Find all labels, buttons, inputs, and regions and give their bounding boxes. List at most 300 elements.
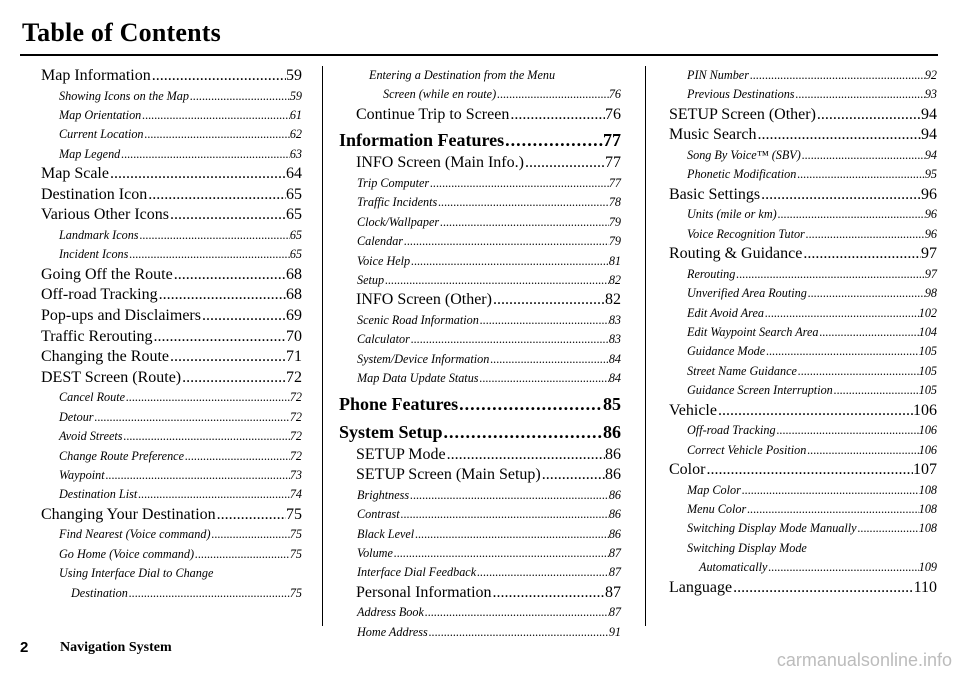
toc-entry-title: INFO Screen (Main Info.) <box>356 154 524 172</box>
toc-entry-page: 108 <box>918 521 937 536</box>
toc-entry[interactable] <box>669 165 937 184</box>
toc-entry[interactable] <box>41 245 302 264</box>
toc-entry-page: 64 <box>286 165 302 183</box>
dot-leader <box>437 193 609 212</box>
toc-entry[interactable] <box>339 330 621 349</box>
toc-entry[interactable] <box>339 311 621 330</box>
toc-entry-title: Previous Destinations <box>687 87 795 102</box>
toc-entry-title: Map Information <box>41 67 151 84</box>
toc-entry-title: Guidance Screen Interruption <box>687 383 833 398</box>
dot-leader <box>746 500 918 519</box>
toc-entry-title: Song By Voice™ (SBV) <box>687 148 801 162</box>
toc-entry-title: Incident Icons <box>59 247 129 262</box>
toc-entry-page: 77 <box>608 176 621 190</box>
toc-entry[interactable] <box>669 304 937 323</box>
toc-entry[interactable] <box>339 465 621 486</box>
dot-leader <box>393 544 609 563</box>
dot-leader <box>94 408 290 427</box>
toc-entry-page: 84 <box>608 351 621 366</box>
toc-entry-page: 86 <box>605 445 621 463</box>
dot-leader <box>524 153 605 174</box>
toc-entry-page: 97 <box>921 245 937 263</box>
toc-entry-title: Showing Icons on the Map <box>59 88 189 103</box>
toc-entry[interactable] <box>41 265 302 286</box>
toc-entry[interactable] <box>339 563 621 582</box>
toc-column-1 <box>41 66 302 626</box>
toc-column-2 <box>339 66 621 639</box>
toc-entry[interactable] <box>669 105 937 126</box>
toc-entry-title: Changing Your Destination <box>41 505 216 523</box>
toc-entry-title: SETUP Mode <box>356 445 446 463</box>
toc-entry-title: DEST Screen (Route) <box>41 368 182 386</box>
dot-leader <box>796 165 924 184</box>
toc-entry-page: 82 <box>605 291 621 309</box>
toc-entry-page: 65 <box>286 206 302 224</box>
toc-entry-page: 108 <box>918 482 937 497</box>
toc-entry-title: Destination Icon <box>41 185 148 203</box>
toc-entry[interactable] <box>339 350 621 369</box>
toc-entry[interactable] <box>669 85 937 104</box>
toc-entry-title: Find Nearest (Voice command) <box>59 527 211 542</box>
dot-leader <box>428 623 609 642</box>
watermark: carmanualsonline.info <box>776 650 952 670</box>
dot-leader <box>717 401 913 422</box>
toc-entry-page: 85 <box>603 393 621 414</box>
toc-entry-page: 73 <box>289 468 302 482</box>
toc-entry-page: 87 <box>608 565 621 580</box>
dot-leader <box>400 505 609 524</box>
toc-entry-page: 102 <box>918 305 937 320</box>
toc-entry-title: Unverified Area Routing <box>687 286 807 301</box>
toc-entry-title: Rerouting <box>687 266 736 281</box>
toc-entry-title: Color <box>669 461 706 479</box>
dot-leader <box>169 205 286 226</box>
toc-entry[interactable] <box>339 213 621 232</box>
toc-entry-title: Traffic Incidents <box>357 195 438 210</box>
toc-entry-page: 98 <box>924 286 937 301</box>
dot-leader <box>147 185 286 206</box>
toc-entry-title: Menu Color <box>687 502 747 517</box>
toc-entry-page: 104 <box>918 325 937 340</box>
toc-entry-title: SETUP Screen (Other) <box>669 105 816 123</box>
toc-entry-page: 109 <box>918 560 937 575</box>
toc-entry-title: Map Color <box>687 482 741 497</box>
toc-entry[interactable] <box>339 603 621 622</box>
toc-entry[interactable] <box>339 583 621 604</box>
toc-entry[interactable] <box>41 164 302 185</box>
toc-entry-title: Map Orientation <box>59 108 142 122</box>
toc-entry-title: Vehicle <box>669 401 717 419</box>
toc-entry-title: Current Location <box>59 127 144 142</box>
toc-entry-page: 94 <box>924 148 937 162</box>
toc-entry-page: 92 <box>924 68 937 82</box>
toc-entry-title: Map Legend <box>59 146 121 161</box>
dot-leader <box>816 105 921 126</box>
toc-entry[interactable] <box>669 323 937 342</box>
toc-entry[interactable] <box>669 205 937 224</box>
dot-leader <box>764 304 919 323</box>
toc-entry-title: Language <box>669 578 733 596</box>
toc-entry-title: Change Route Preference <box>59 448 184 463</box>
toc-entry[interactable] <box>669 500 937 519</box>
dot-leader <box>144 125 290 144</box>
dot-leader <box>741 481 919 500</box>
toc-entry-title: Basic Settings <box>669 185 761 203</box>
toc-entry[interactable] <box>669 185 937 206</box>
dot-leader <box>201 306 286 327</box>
toc-entry-page: 108 <box>918 502 937 517</box>
dot-leader <box>424 603 609 622</box>
dot-leader <box>801 146 925 165</box>
toc-entry-page: 87 <box>608 605 621 620</box>
toc-entry[interactable] <box>339 252 621 271</box>
dot-leader <box>169 347 286 368</box>
dot-leader <box>120 145 290 164</box>
dot-leader <box>410 252 609 271</box>
toc-entry-page: 105 <box>918 383 937 398</box>
toc-entry-title: Scenic Road Information <box>357 313 479 328</box>
toc-entry-title: PIN Number <box>687 68 749 82</box>
dot-leader <box>492 290 605 311</box>
toc-entry-title: Pop-ups and Disclaimers <box>41 307 201 324</box>
toc-section-entry[interactable] <box>339 125 621 153</box>
toc-entry-page: 71 <box>286 348 302 366</box>
toc-entry[interactable] <box>41 145 302 164</box>
toc-entry-title: Street Name Guidance <box>687 363 797 378</box>
toc-entry-title: Cancel Route <box>59 390 125 405</box>
toc-entry-title: Continue Trip to Screen <box>356 105 510 123</box>
toc-entry[interactable] <box>41 505 302 526</box>
toc-entry-page: 68 <box>286 265 302 283</box>
toc-entry-page: 84 <box>608 371 621 386</box>
toc-entry-page: 72 <box>289 409 302 424</box>
toc-entry-title: Units (mile or km) <box>687 207 777 222</box>
toc-section-entry[interactable] <box>339 389 621 417</box>
dot-leader <box>105 466 290 485</box>
dot-leader <box>805 225 925 244</box>
toc-entry[interactable] <box>339 105 621 126</box>
toc-entry[interactable] <box>669 519 937 538</box>
toc-entry-page: 65 <box>289 228 302 242</box>
dot-leader <box>496 85 609 104</box>
toc-entry-page: 61 <box>289 108 302 122</box>
toc-entry-title: Music Search <box>669 126 757 144</box>
toc-entry-title: INFO Screen (Other) <box>356 291 492 309</box>
toc-entry-title: Entering a Destination from the Menu <box>369 68 556 82</box>
toc-entry-title: Destination <box>71 585 128 600</box>
toc-entry[interactable] <box>669 539 937 558</box>
toc-entry-page: 95 <box>924 167 937 182</box>
toc-entry-page: 86 <box>608 526 621 541</box>
toc-entry[interactable] <box>339 369 621 388</box>
toc-entry[interactable] <box>41 106 302 125</box>
toc-entry-page: 91 <box>608 624 621 639</box>
toc-entry-page: 77 <box>603 130 621 151</box>
toc-entry[interactable] <box>41 125 302 144</box>
toc-entry[interactable] <box>669 146 937 165</box>
toc-entry[interactable] <box>669 342 937 361</box>
toc-entry-page: 79 <box>608 234 621 249</box>
dot-leader <box>414 525 609 544</box>
dot-leader <box>184 447 290 466</box>
toc-entry-page: 86 <box>608 507 621 522</box>
toc-entry[interactable] <box>41 485 302 504</box>
toc-entry-title: Going Off the Route <box>41 265 173 283</box>
dot-leader <box>509 105 605 126</box>
toc-entry[interactable] <box>669 441 937 460</box>
toc-entry[interactable] <box>41 427 302 446</box>
toc-entry-page: 94 <box>921 126 937 144</box>
dot-leader <box>446 445 605 466</box>
toc-entry[interactable] <box>339 505 621 524</box>
toc-entry-title: Landmark Icons <box>59 228 139 242</box>
toc-entry-title: Map Scale <box>41 165 109 183</box>
dot-leader <box>479 369 609 388</box>
toc-entry[interactable] <box>669 284 937 303</box>
toc-entry-page: 75 <box>289 527 302 542</box>
toc-entry-page: 78 <box>608 195 621 210</box>
toc-entry[interactable] <box>339 525 621 544</box>
toc-entry[interactable] <box>339 66 621 85</box>
dot-leader <box>123 427 290 446</box>
toc-entry-page: 75 <box>289 546 302 561</box>
toc-entry-page: 93 <box>924 87 937 102</box>
page-title: Table of Contents <box>22 18 221 47</box>
toc-entry-title: Map Data Update Status <box>357 371 479 386</box>
toc-entry[interactable] <box>41 408 302 427</box>
toc-entry-page: 76 <box>605 105 621 123</box>
toc-entry-page: 86 <box>603 421 621 442</box>
toc-entry[interactable] <box>41 545 302 564</box>
dot-leader <box>795 85 925 104</box>
dot-leader <box>806 441 918 460</box>
dot-leader <box>158 285 286 306</box>
toc-entry[interactable] <box>41 185 302 206</box>
toc-entry-page: 59 <box>286 67 302 84</box>
toc-entry-title: Avoid Streets <box>59 429 123 444</box>
toc-entry[interactable] <box>339 544 621 563</box>
toc-entry-title: Volume <box>357 546 393 561</box>
toc-entry-page: 75 <box>286 505 302 523</box>
toc-entry-page: 72 <box>286 368 302 386</box>
toc-entry-page: 68 <box>286 286 302 304</box>
toc-entry[interactable] <box>669 558 937 577</box>
dot-leader <box>757 125 921 146</box>
toc-entry[interactable] <box>339 290 621 311</box>
toc-entry[interactable] <box>669 578 937 599</box>
dot-leader <box>194 545 290 564</box>
toc-entry[interactable] <box>41 347 302 368</box>
toc-column-3 <box>669 66 937 626</box>
toc-entry[interactable] <box>339 174 621 193</box>
dot-leader <box>189 87 290 106</box>
toc-entry-title: Voice Recognition Tutor <box>687 226 805 241</box>
toc-entry[interactable] <box>339 486 621 505</box>
toc-entry[interactable] <box>669 265 937 284</box>
toc-entry-title: Automatically <box>699 560 768 575</box>
toc-entry-page: 72 <box>289 429 302 444</box>
dot-leader <box>153 327 286 348</box>
dot-leader <box>807 284 925 303</box>
toc-entry[interactable] <box>339 193 621 212</box>
toc-entry[interactable] <box>41 564 302 583</box>
toc-entry-page: 87 <box>608 546 621 561</box>
toc-entry-page: 107 <box>913 461 937 479</box>
toc-section-entry[interactable] <box>339 417 621 445</box>
column-divider <box>645 66 646 626</box>
dot-leader <box>141 106 290 125</box>
toc-entry-page: 65 <box>286 185 302 203</box>
dot-leader <box>151 66 286 87</box>
toc-entry[interactable] <box>669 460 937 481</box>
toc-entry[interactable] <box>669 421 937 440</box>
dot-leader <box>492 583 605 604</box>
toc-entry[interactable] <box>669 481 937 500</box>
toc-entry[interactable] <box>339 153 621 174</box>
dot-leader <box>476 563 609 582</box>
toc-entry-title: Off-road Tracking <box>687 423 776 438</box>
toc-entry-page: 94 <box>921 105 937 123</box>
toc-entry[interactable] <box>41 584 302 603</box>
dot-leader <box>216 505 286 526</box>
toc-entry-title: Personal Information <box>356 583 492 601</box>
dot-leader <box>128 245 289 264</box>
toc-entry-page: 63 <box>289 146 302 161</box>
toc-entry[interactable] <box>41 205 302 226</box>
toc-entry-page: 76 <box>608 87 621 102</box>
toc-entry-page: 96 <box>921 185 937 203</box>
toc-entry-page: 105 <box>918 344 937 359</box>
toc-entry-title: Information Features <box>339 130 505 151</box>
toc-entry-title: Setup <box>357 273 385 288</box>
dot-leader <box>128 584 290 603</box>
dot-leader <box>777 205 925 224</box>
dot-leader <box>749 66 925 85</box>
toc-entry[interactable] <box>41 525 302 544</box>
dot-leader <box>109 164 286 185</box>
toc-entry-page: 72 <box>289 448 302 463</box>
title-rule <box>20 54 938 56</box>
toc-entry-title: Waypoint <box>59 468 105 482</box>
toc-entry-title: Edit Waypoint Search Area <box>687 325 819 340</box>
toc-entry[interactable] <box>41 368 302 389</box>
toc-entry-page: 70 <box>286 327 302 345</box>
dot-leader <box>735 265 925 284</box>
toc-entry-title: Detour <box>59 409 94 424</box>
toc-entry[interactable] <box>339 623 621 642</box>
toc-entry[interactable] <box>669 225 937 244</box>
toc-entry-page: 75 <box>289 585 302 600</box>
toc-entry-page: 105 <box>918 363 937 378</box>
toc-entry-title: Trip Computer <box>357 176 430 190</box>
toc-entry-title: Switching Display Mode Manually <box>687 521 857 536</box>
dot-leader <box>732 578 914 599</box>
toc-entry[interactable] <box>669 244 937 265</box>
dot-leader <box>489 350 608 369</box>
toc-entry[interactable] <box>41 226 302 245</box>
dot-leader <box>458 391 603 417</box>
dot-leader <box>125 388 290 407</box>
dot-leader <box>139 226 290 245</box>
toc-entry-title: Calendar <box>357 234 404 249</box>
toc-entry[interactable] <box>339 232 621 251</box>
toc-entry-page: 69 <box>286 307 302 324</box>
toc-entry-title: Changing the Route <box>41 348 169 366</box>
toc-entry-page: 81 <box>608 253 621 268</box>
dot-leader <box>541 465 605 486</box>
toc-entry[interactable] <box>41 285 302 306</box>
dot-leader <box>479 311 609 330</box>
dot-leader <box>857 519 919 538</box>
toc-entry[interactable] <box>41 388 302 407</box>
toc-entry-title: Destination List <box>59 487 138 502</box>
toc-entry-title: SETUP Screen (Main Setup) <box>356 466 541 484</box>
toc-entry[interactable] <box>669 125 937 146</box>
dot-leader <box>705 460 913 481</box>
toc-entry-title: Switching Display Mode <box>687 540 807 555</box>
dot-leader <box>833 381 919 400</box>
toc-entry-page: 83 <box>608 313 621 328</box>
toc-entry-page: 82 <box>608 273 621 288</box>
dot-leader <box>767 558 918 577</box>
toc-entry[interactable] <box>41 306 302 327</box>
dot-leader <box>443 419 603 445</box>
toc-entry-page: 86 <box>608 487 621 502</box>
toc-entry[interactable] <box>41 327 302 348</box>
toc-entry[interactable] <box>669 362 937 381</box>
toc-entry-page: 62 <box>289 127 302 142</box>
toc-entry-title: System/Device Information <box>357 351 490 366</box>
dot-leader <box>409 486 609 505</box>
toc-entry[interactable] <box>669 66 937 85</box>
toc-entry-title: Clock/Wallpaper <box>357 214 440 229</box>
toc-entry-title: Routing & Guidance <box>669 245 803 263</box>
dot-leader <box>439 213 609 232</box>
toc-entry-page: 72 <box>289 390 302 405</box>
toc-entry-page: 83 <box>608 332 621 347</box>
toc-entry-page: 106 <box>918 423 937 438</box>
toc-entry-page: 79 <box>608 214 621 229</box>
toc-entry-title: Screen (while en route) <box>383 87 497 102</box>
toc-entry-title: Correct Vehicle Position <box>687 442 807 457</box>
toc-entry-page: 96 <box>924 226 937 241</box>
toc-entry-page: 106 <box>913 401 937 419</box>
toc-entry-title: Go Home (Voice command) <box>59 546 195 561</box>
toc-entry[interactable] <box>669 401 937 422</box>
toc-entry-title: Off-road Tracking <box>41 286 158 304</box>
toc-entry[interactable] <box>339 85 621 104</box>
dot-leader <box>137 485 290 504</box>
toc-entry-title: Home Address <box>357 624 428 639</box>
toc-entry[interactable] <box>669 381 937 400</box>
toc-entry[interactable] <box>41 466 302 485</box>
toc-entry-page: 59 <box>289 88 302 103</box>
toc-entry-page: 97 <box>924 266 937 281</box>
toc-entry-title: Phonetic Modification <box>687 167 797 182</box>
dot-leader <box>181 368 286 389</box>
toc-entry[interactable] <box>339 271 621 290</box>
toc-entry[interactable] <box>41 87 302 106</box>
toc-entry-page: 74 <box>289 487 302 502</box>
toc-entry-page: 65 <box>289 247 302 262</box>
toc-entry[interactable] <box>339 445 621 466</box>
dot-leader <box>403 232 609 251</box>
footer-label: Navigation System <box>60 640 172 655</box>
dot-leader <box>211 525 290 544</box>
footer-page-number: 2 <box>20 639 29 656</box>
toc-entry[interactable] <box>41 66 302 87</box>
toc-entry[interactable] <box>41 447 302 466</box>
